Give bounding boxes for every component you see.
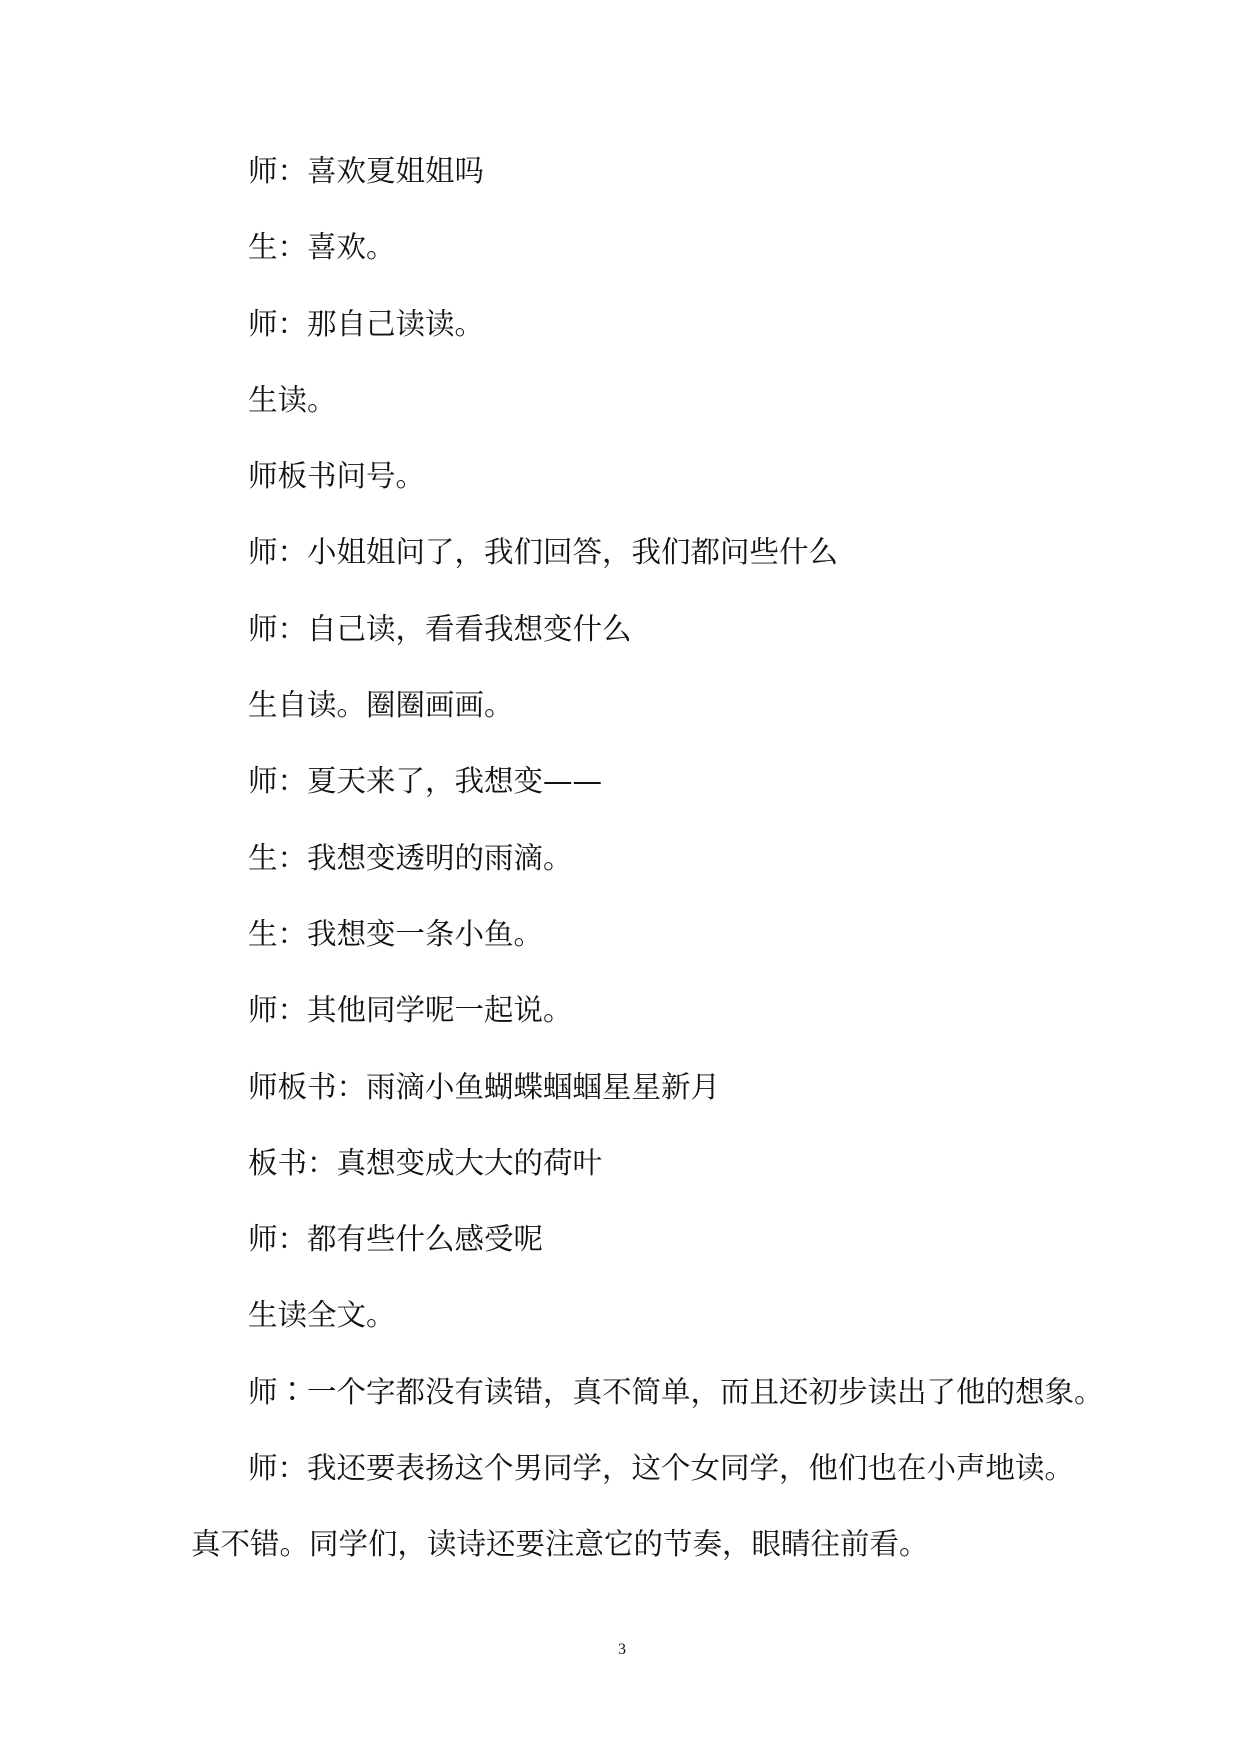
paragraph-line: 师：我还要表扬这个男同学，这个女同学，他们也在小声地读。: [248, 1451, 1075, 1486]
paragraph-line: 师：其他同学呢一起说。: [248, 993, 573, 1028]
paragraph-line: 师：那自己读读。: [248, 306, 485, 341]
paragraph-line: 生读全文。: [248, 1298, 396, 1333]
paragraph-line: 师板书问号。: [248, 459, 426, 494]
paragraph-line: 师：小姐姐问了，我们回答，我们都问些什么: [248, 535, 839, 570]
paragraph-line: 师：喜欢夏姐姐吗: [248, 154, 485, 188]
paragraph-line: 生：我想变透明的雨滴。: [248, 840, 573, 875]
paragraph-line: 师：都有些什么感受呢: [248, 1222, 544, 1257]
document-body: [0, 133, 1241, 1583]
paragraph-line: 师∶一个字都没有读错，真不简单，而且还初步读出了他的想象。: [248, 1374, 1104, 1409]
paragraph-line: 生：我想变一条小鱼。: [248, 916, 544, 951]
page-number: 3: [618, 1641, 626, 1658]
paragraph-line: 生自读。圈圈画画。: [248, 688, 514, 723]
paragraph-line: 板书：真想变成大大的荷叶: [248, 1145, 603, 1180]
paragraph-line: 师：自己读，看看我想变什么: [248, 611, 632, 646]
paragraph-line: 师板书：雨滴小鱼蝴蝶蝈蝈星星新月: [248, 1069, 721, 1104]
paragraph-line: 生：喜欢。: [248, 230, 396, 265]
paragraph-line: 师：夏天来了，我想变——: [248, 764, 603, 799]
paragraph-line: 生读。: [248, 382, 337, 417]
paragraph-continuation-line: 真不错。同学们，读诗还要注意它的节奏，眼睛往前看。: [191, 1527, 929, 1562]
